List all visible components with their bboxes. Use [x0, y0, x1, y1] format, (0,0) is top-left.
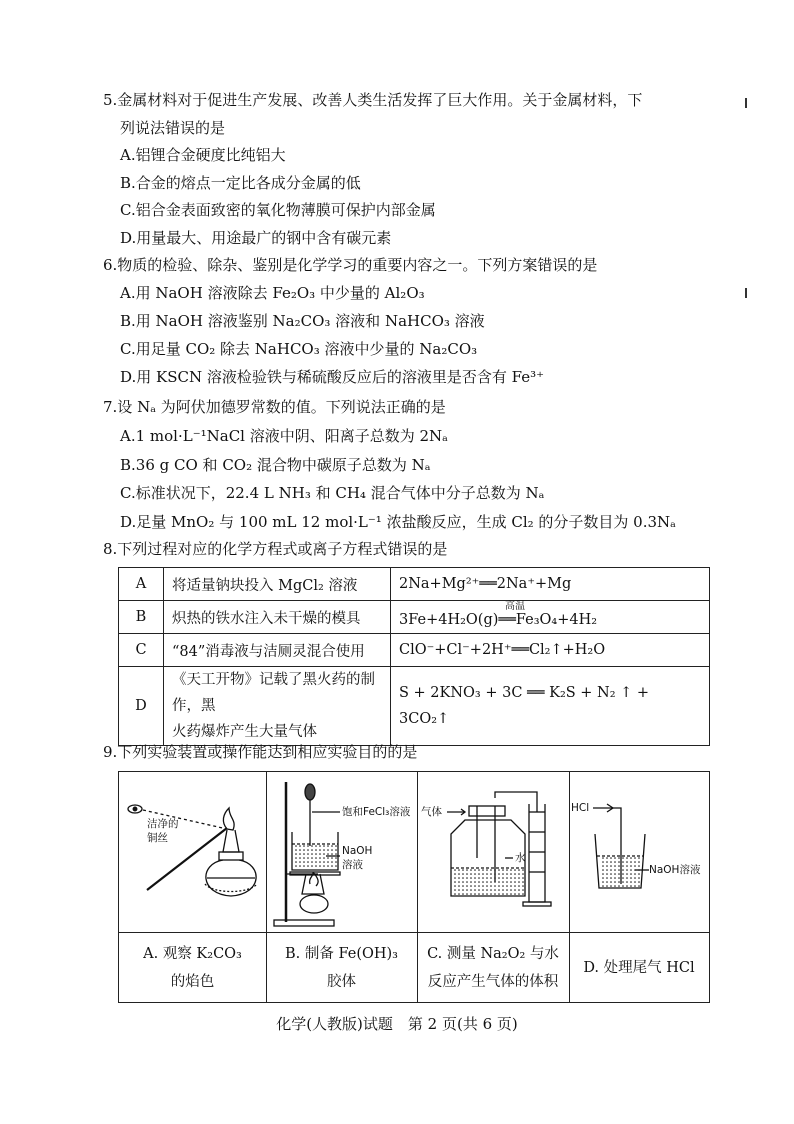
q9-stem: 9.下列实验装置或操作能达到相应实验目的的是: [103, 743, 418, 761]
equation: S + 2KNO₃ + 3C ══ K₂S + N₂ ↑ +: [399, 685, 650, 701]
equation-cell: [391, 667, 710, 746]
q7-option-b: B.36 g CO 和 CO₂ 混合物中碳原子总数为 Nₐ: [120, 456, 431, 474]
naoh-solution-label: NaOH溶液: [649, 864, 701, 876]
q5-stem: 5.金属材料对于促进生产发展、改善人类生活发挥了巨大作用。关于金属材料，下: [103, 91, 643, 109]
caption-line: 的焰色: [170, 974, 215, 990]
q6-option-c: C.用足量 CO₂ 除去 NaHCO₃ 溶液中少量的 Na₂CO₃: [120, 340, 478, 358]
q7-stem: 7.设 Nₐ 为阿伏加德罗常数的值。下列说法正确的是: [103, 398, 446, 416]
process-description-cont: 火药爆炸产生大量气体: [172, 724, 317, 740]
naoh-label: NaOH: [342, 845, 373, 857]
q5-option-c: C.铝合金表面致密的氧化物薄膜可保护内部金属: [120, 201, 436, 219]
table-row: [119, 601, 710, 634]
q7-option-a: A.1 mol·L⁻¹NaCl 溶液中阴、阳离子总数为 2Nₐ: [120, 427, 448, 445]
equation-cell: [391, 601, 710, 634]
table-row: [119, 667, 710, 746]
q6-stem: 6.物质的检验、除杂、鉴别是化学学习的重要内容之一。下列方案错误的是: [103, 256, 598, 274]
gas-volume-illustration: [417, 772, 569, 932]
q6-option-b: B.用 NaOH 溶液鉴别 Na₂CO₃ 溶液和 NaHCO₃ 溶液: [120, 312, 485, 330]
row-key: B: [119, 601, 164, 634]
q5-option-d: D.用量最大、用途最广的钢中含有碳元素: [120, 229, 392, 247]
row-key: C: [119, 634, 164, 667]
copper-label-2: 铜丝: [147, 832, 168, 844]
equation: ClO⁻+Cl⁻+2H⁺══Cl₂↑+H₂O: [391, 634, 710, 667]
q8-equation-table: [118, 567, 710, 746]
caption-line: C. 测量 Na₂O₂ 与水: [427, 946, 559, 962]
experiment-cell-a: [119, 772, 267, 1002]
caption-a: [119, 932, 266, 1003]
q5-stem-cont: 列说法错误的是: [120, 119, 226, 137]
table-row: [119, 568, 710, 601]
equation: 3Fe+4H₂O(g)══Fe₃O₄+4H₂: [399, 612, 598, 628]
scan-mark: [745, 98, 747, 108]
experiment-cell-c: [417, 772, 570, 1002]
caption-b: [266, 932, 417, 1003]
equation: 2Na+Mg²⁺══2Na⁺+Mg: [391, 568, 710, 601]
q7-option-c: C.标准状况下，22.4 L NH₃ 和 CH₄ 混合气体中分子总数为 Nₐ: [120, 484, 545, 502]
experiment-figure-table: [118, 771, 710, 1003]
caption-line: D. 处理尾气 HCl: [583, 960, 695, 976]
naoh-label-2: 溶液: [342, 859, 363, 871]
q6-option-d: D.用 KSCN 溶液检验铁与稀硫酸反应后的溶液里是否含有 Fe³⁺: [120, 368, 545, 386]
q8-stem: 8.下列过程对应的化学方程式或离子方程式错误的是: [103, 540, 448, 558]
caption-c: [417, 932, 569, 1003]
tail-gas-illustration: [569, 772, 709, 932]
q5-option-a: A.铝锂合金硬度比纯铝大: [120, 146, 286, 164]
flame-test-illustration: [119, 772, 266, 932]
q5-option-b: B.合金的熔点一定比各成分金属的低: [120, 174, 361, 192]
scan-mark: [745, 288, 747, 298]
caption-d: [569, 932, 709, 1003]
copper-label: 洁净的: [147, 818, 179, 830]
row-key: D: [119, 667, 164, 746]
table-row: [119, 634, 710, 667]
gas-label: 气体: [421, 806, 442, 818]
caption-line: 反应产生气体的体积: [427, 974, 559, 990]
q6-option-a: A.用 NaOH 溶液除去 Fe₂O₃ 中少量的 Al₂O₃: [120, 284, 425, 302]
process-description: 炽热的铁水注入未干燥的模具: [164, 601, 391, 634]
page-footer: 化学(人教版)试题 第 2 页(共 6 页): [276, 1015, 518, 1033]
caption-line: A. 观察 K₂CO₃: [143, 946, 242, 962]
caption-line: B. 制备 Fe(OH)₃: [285, 946, 398, 962]
reaction-condition: 高温: [505, 601, 525, 612]
caption-line: 胶体: [327, 974, 356, 990]
process-description: 将适量钠块投入 MgCl₂ 溶液: [164, 568, 391, 601]
row-key: A: [119, 568, 164, 601]
equation-cont: 3CO₂↑: [399, 711, 450, 727]
process-description-cell: [164, 667, 391, 746]
fecl3-label: 饱和FeCl₃溶液: [342, 806, 411, 818]
q7-option-d: D.足量 MnO₂ 与 100 mL 12 mol·L⁻¹ 浓盐酸反应，生成 Cl₂ 的分子数目为 0.3Nₐ: [120, 513, 676, 531]
process-description: 《天工开物》记载了黑火药的制作，黑: [172, 672, 375, 714]
experiment-cell-d: [569, 772, 709, 1002]
experiment-cell-b: [266, 772, 418, 1002]
water-label: 水: [515, 852, 526, 864]
hcl-label: HCl: [571, 802, 590, 814]
process-description: “84”消毒液与洁厕灵混合使用: [164, 634, 391, 667]
